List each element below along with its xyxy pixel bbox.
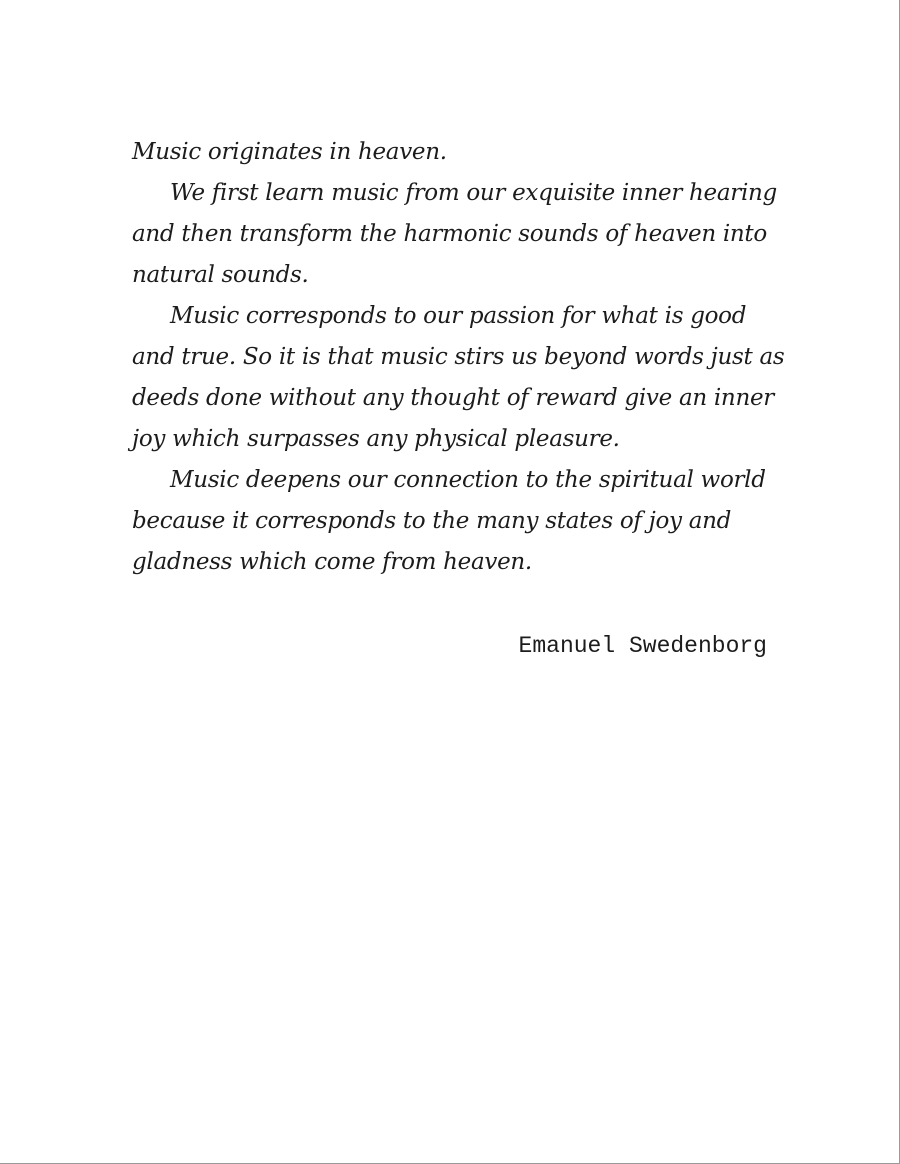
quote-paragraph-1: Music originates in heaven. [132, 139, 447, 165]
quote-paragraph-3: Music corresponds to our passion for what is good and true. So it is that music stirs us beyond words just as deeds done without any thought of reward give an inner joy which surpasses any physical pleasure. [132, 303, 785, 452]
author-attribution: Emanuel Swedenborg [518, 633, 767, 659]
quote-paragraph-2: We first learn music from our exquisite inner hearing and then transform the harmonic sounds of heaven into natural sounds. [132, 180, 777, 288]
quote-text-block [132, 132, 792, 583]
quote-paragraph-4: Music deepens our connection to the spiritual world because it corresponds to the many states of joy and gladness which come from heaven. [132, 467, 766, 575]
